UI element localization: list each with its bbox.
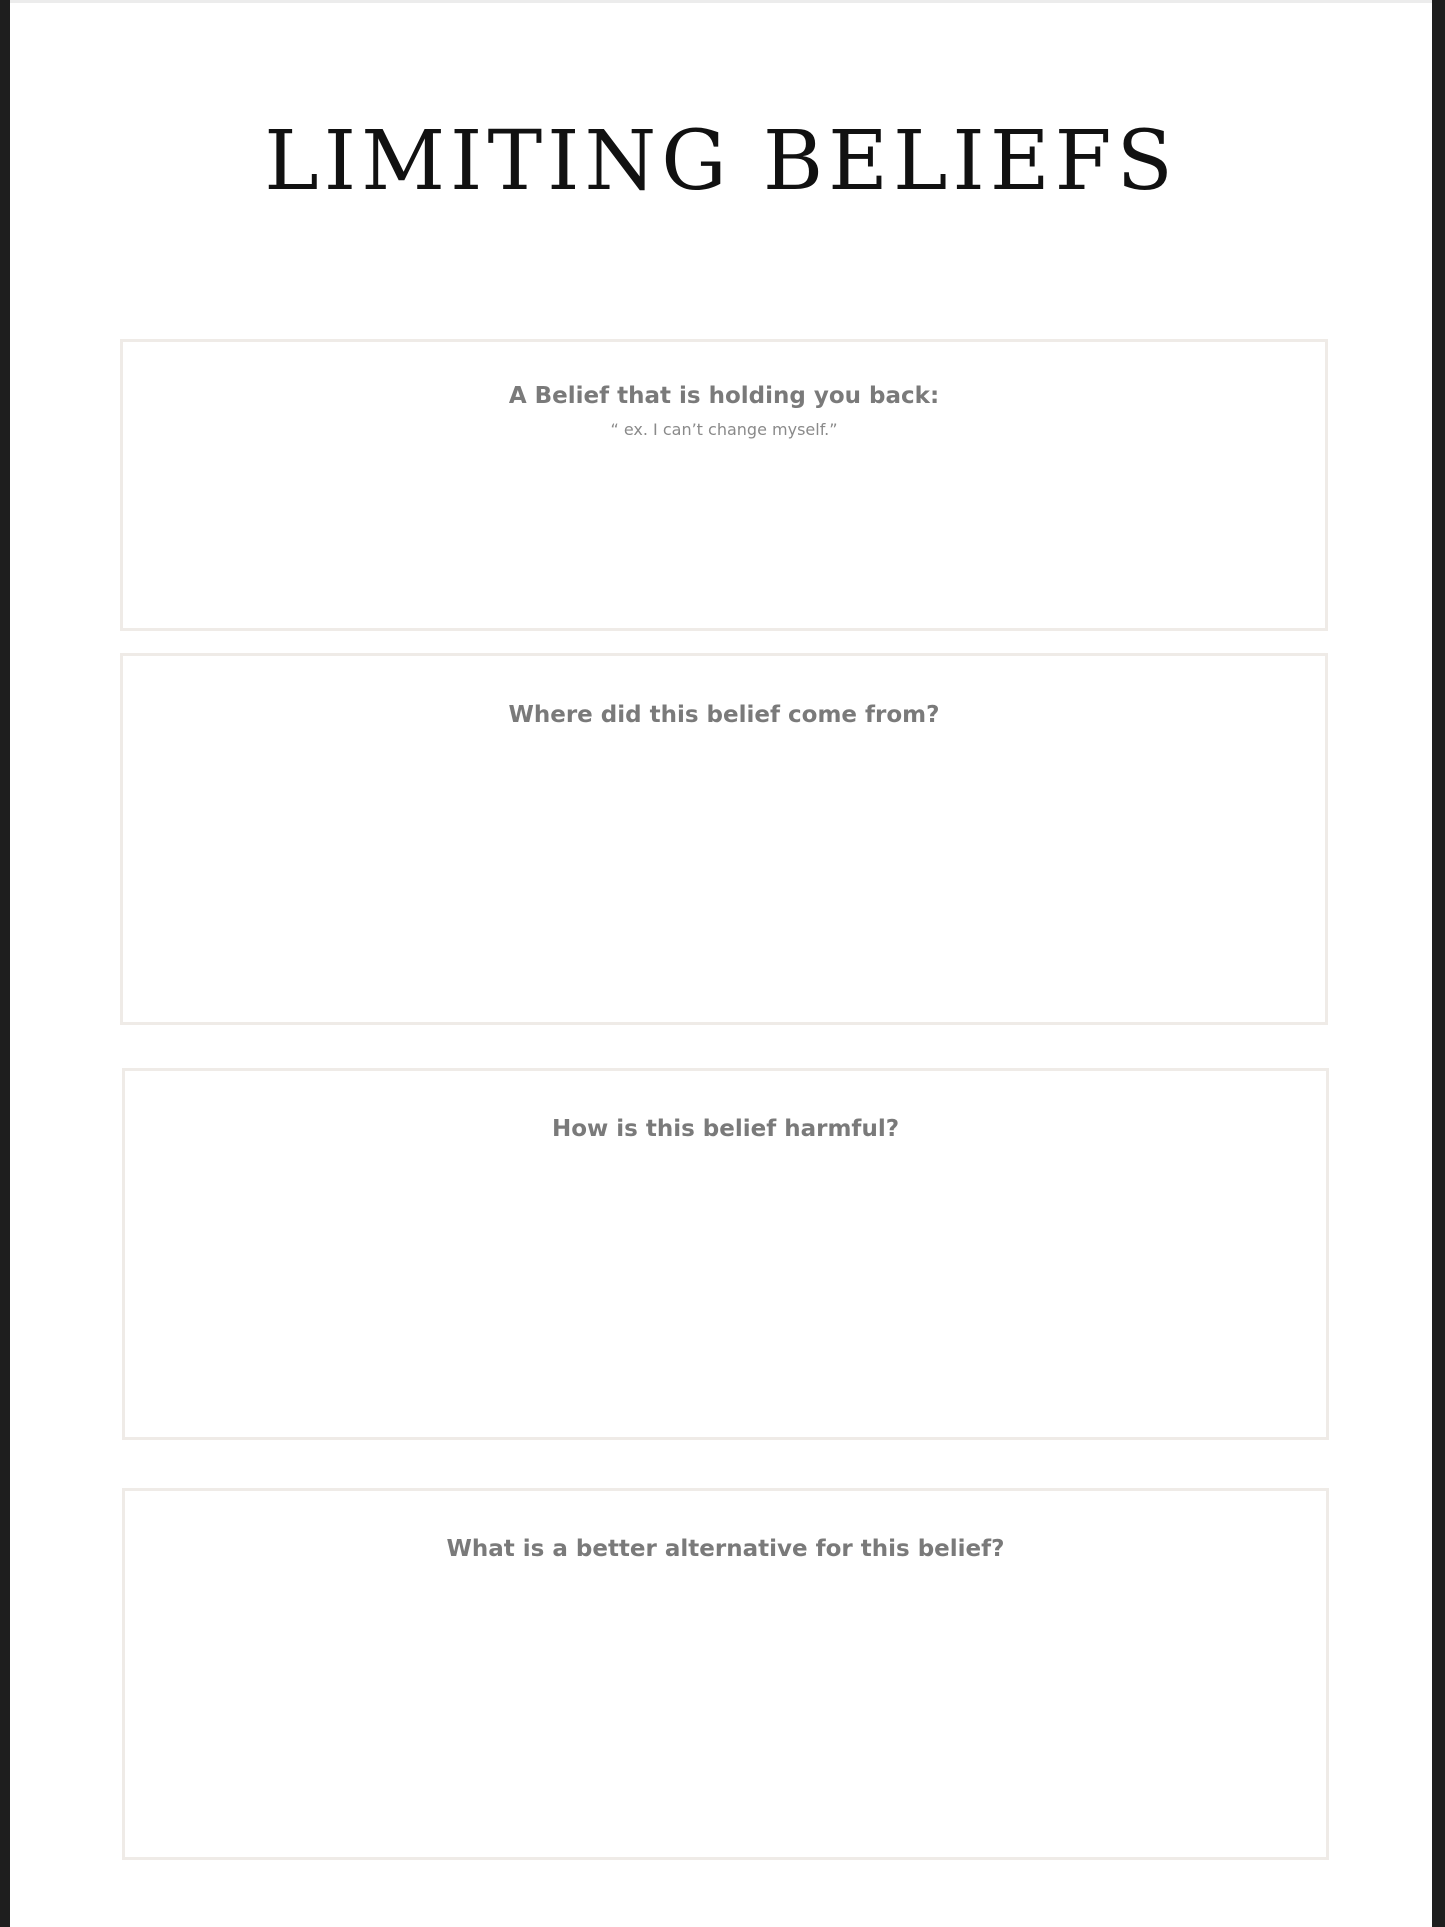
origin-prompt: Where did this belief come from? — [508, 702, 940, 728]
harm-prompt: How is this belief harmful? — [551, 1116, 900, 1142]
alternative-answer-box[interactable] — [122, 1488, 1329, 1860]
belief-example-hint: “ ex. I can’t change myself.” — [610, 420, 838, 439]
viewer-right-edge — [1432, 0, 1445, 1927]
viewer-left-edge — [0, 0, 10, 1927]
origin-answer-box[interactable] — [120, 653, 1328, 1025]
harm-answer-box[interactable] — [122, 1068, 1329, 1440]
worksheet-page — [10, 0, 1432, 1927]
page-title: LIMITING BELIEFS — [264, 114, 1178, 209]
alternative-prompt: What is a better alternative for this belief? — [446, 1536, 1005, 1562]
belief-prompt: A Belief that is holding you back: — [508, 383, 940, 409]
belief-answer-box[interactable] — [120, 339, 1328, 631]
